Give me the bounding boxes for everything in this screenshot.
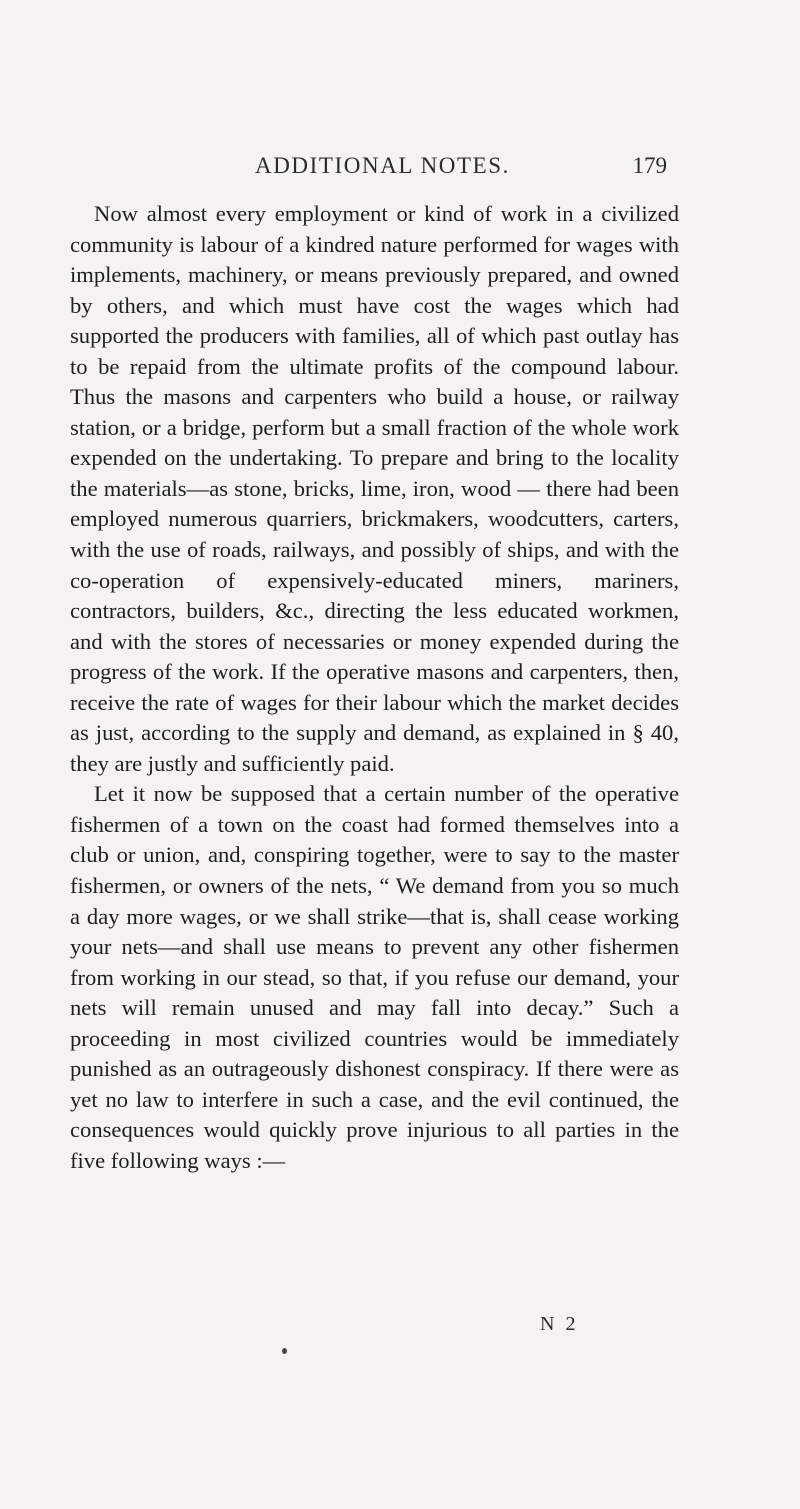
running-head <box>0 153 800 187</box>
signature-mark: N 2 <box>540 1313 579 1335</box>
paragraph: Now almost every employment or kind of work in a civilized community is labour of a kindred nature performed for wages with implements, machinery, or means previously prepared, and owned by others, and which must have cost the wages which had supported the producers with families, all of which past outlay has to be repaid from the ultimate profits of the compound labour. Thus the masons and carpenters who build a house, or railway station, or a bridge, perform but a small fraction of the whole work expended on the undertaking. To prepare and bring to the locality the materials—as stone, bricks, lime, iron, wood — there had been employed numerous quarriers, brickmakers, woodcutters, carters, with the use of roads, railways, and possibly of ships, and with the co-operation of expensively-educated miners, mariners, contractors, builders, &c., directing the less educated workmen, and with the stores of necessaries or money expended during the progress of the work. If the operative masons and carpenters, then, receive the rate of wages for their labour which the market decides as just, according to the supply and demand, as explained in § 40, they are justly and sufficiently paid. <box>70 201 679 776</box>
body-text <box>70 199 679 1177</box>
ink-speck <box>282 1348 287 1354</box>
paragraph: Let it now be supposed that a certain number of the operative fishermen of a town on the coast had formed themselves into a club or union, and, conspiring together, were to say to the master fishermen, or owners of the nets, “ We demand from you so much a day more wages, or we shall strike—that is, shall cease working your nets—and shall use means to prevent any other fishermen from working in our stead, so that, if you refuse our demand, your nets will remain unused and may fall into decay.” Such a proceeding in most civilized countries would be immediately punished as an outrageously dishonest conspiracy. If there were as yet no law to interfere in such a case, and the evil continued, the consequences would quickly prove injurious to all parties in the five following ways :— <box>70 781 679 1173</box>
page-number: 179 <box>632 153 667 178</box>
running-title: ADDITIONAL NOTES. <box>255 153 511 178</box>
